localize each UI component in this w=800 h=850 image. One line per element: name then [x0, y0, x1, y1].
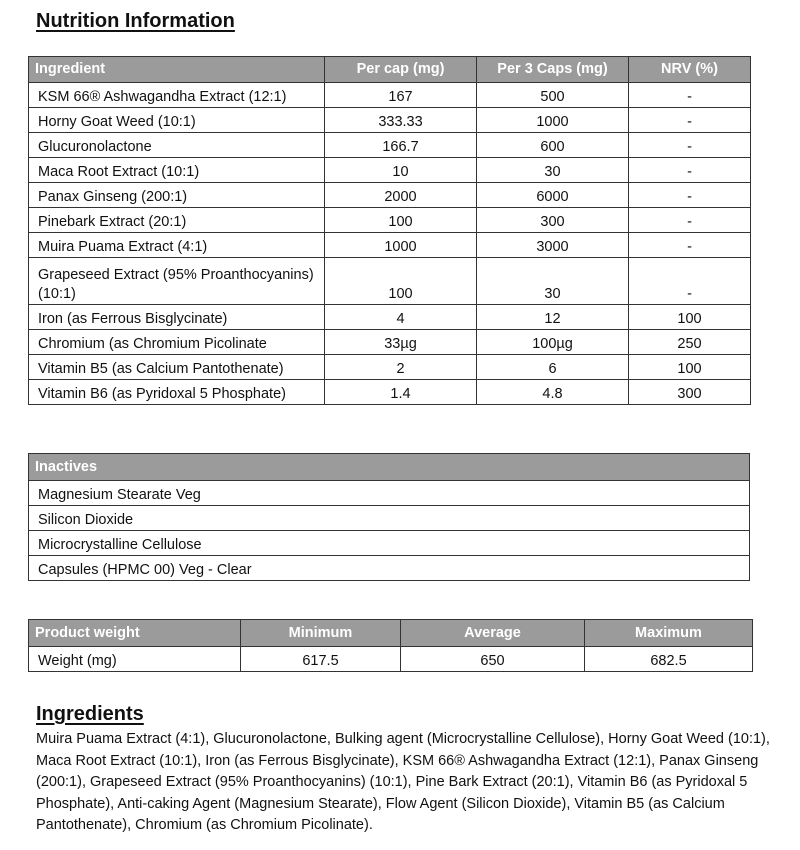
table-row — [29, 233, 751, 258]
nutrition-header-row — [29, 57, 751, 83]
ingredient-name: Iron (as Ferrous Bisglycinate) — [29, 305, 325, 330]
per-3-caps-value: 30 — [477, 158, 629, 183]
table-row — [29, 183, 751, 208]
per-3-caps-value: 300 — [477, 208, 629, 233]
ingredient-name: Maca Root Extract (10:1) — [29, 158, 325, 183]
nrv-value: 100 — [629, 305, 751, 330]
weight-minimum: 617.5 — [241, 647, 401, 672]
per-3-caps-value: 12 — [477, 305, 629, 330]
per-cap-value: 33µg — [325, 330, 477, 355]
ingredient-name: Glucuronolactone — [29, 133, 325, 158]
nutrition-table — [28, 56, 751, 405]
nrv-value: - — [629, 183, 751, 208]
nrv-value: 300 — [629, 380, 751, 405]
header-average: Average — [401, 620, 585, 647]
header-minimum: Minimum — [241, 620, 401, 647]
per-3-caps-value: 500 — [477, 83, 629, 108]
inactives-header-row — [29, 454, 750, 481]
per-3-caps-value: 6000 — [477, 183, 629, 208]
per-cap-value: 10 — [325, 158, 477, 183]
nrv-value: 100 — [629, 355, 751, 380]
nrv-value: - — [629, 133, 751, 158]
table-row — [29, 355, 751, 380]
header-inactives: Inactives — [29, 454, 750, 481]
per-cap-value: 1.4 — [325, 380, 477, 405]
per-3-caps-value: 1000 — [477, 108, 629, 133]
per-cap-value: 2 — [325, 355, 477, 380]
per-cap-value: 166.7 — [325, 133, 477, 158]
weight-label: Weight (mg) — [29, 647, 241, 672]
table-row — [29, 380, 751, 405]
ingredients-text: Muira Puama Extract (4:1), Glucuronolactone, Bulking agent (Microcrystalline Cellulose), Horny Goat Weed (10:1), Maca Root Extract (10:1), Iron (as Ferrous Bisglycinate), KSM 66® Ashwagandha Extract (12:1), Panax Ginseng (200:1), Grapeseed Extract (95% Proanthocyanins) (10:1), Pine Bark Extract (20:1), Vitamin B6 (as Pyridoxal 5 Phosphate), Anti-caking Agent (Magnesium Stearate), Flow Agent (Silicon Dioxide), Vitamin B5 (as Calcium Pantothenate), Chromium (as Chromium Picolinate). — [36, 731, 770, 833]
inactive-item: Microcrystalline Cellulose — [29, 531, 750, 556]
per-cap-value: 167 — [325, 83, 477, 108]
nrv-value: - — [629, 233, 751, 258]
per-3-caps-value: 6 — [477, 355, 629, 380]
nrv-value: - — [629, 208, 751, 233]
per-3-caps-value: 30 — [477, 258, 629, 305]
ingredient-name: Pinebark Extract (20:1) — [29, 208, 325, 233]
ingredient-name: Panax Ginseng (200:1) — [29, 183, 325, 208]
inactive-item: Silicon Dioxide — [29, 506, 750, 531]
per-3-caps-value: 600 — [477, 133, 629, 158]
table-row — [29, 481, 750, 506]
table-row — [29, 133, 751, 158]
table-row — [29, 531, 750, 556]
header-product-weight: Product weight — [29, 620, 241, 647]
table-row — [29, 258, 751, 305]
ingredient-name: Horny Goat Weed (10:1) — [29, 108, 325, 133]
ingredient-name: Vitamin B6 (as Pyridoxal 5 Phosphate) — [29, 380, 325, 405]
header-maximum: Maximum — [585, 620, 753, 647]
table-row — [29, 556, 750, 581]
ingredient-name: Chromium (as Chromium Picolinate — [29, 330, 325, 355]
nrv-value: - — [629, 83, 751, 108]
table-row — [29, 647, 753, 672]
per-3-caps-value: 3000 — [477, 233, 629, 258]
weight-maximum: 682.5 — [585, 647, 753, 672]
ingredients-title: Ingredients — [36, 703, 144, 725]
weight-average: 650 — [401, 647, 585, 672]
nutrition-information-title: Nutrition Information — [36, 10, 235, 32]
weight-header-row — [29, 620, 753, 647]
header-nrv: NRV (%) — [629, 57, 751, 83]
product-weight-table — [28, 619, 753, 672]
header-ingredient: Ingredient — [29, 57, 325, 83]
inactives-table — [28, 453, 750, 581]
per-3-caps-value: 4.8 — [477, 380, 629, 405]
table-row — [29, 108, 751, 133]
per-cap-value: 4 — [325, 305, 477, 330]
per-cap-value: 2000 — [325, 183, 477, 208]
table-row — [29, 305, 751, 330]
ingredient-name: KSM 66® Ashwagandha Extract (12:1) — [29, 83, 325, 108]
inactive-item: Magnesium Stearate Veg — [29, 481, 750, 506]
header-per-3-caps: Per 3 Caps (mg) — [477, 57, 629, 83]
per-cap-value: 1000 — [325, 233, 477, 258]
ingredient-name: Vitamin B5 (as Calcium Pantothenate) — [29, 355, 325, 380]
table-row — [29, 506, 750, 531]
table-row — [29, 158, 751, 183]
ingredient-name: Grapeseed Extract (95% Proanthocyanins) (10:1) — [29, 258, 325, 305]
inactive-item: Capsules (HPMC 00) Veg - Clear — [29, 556, 750, 581]
header-per-cap: Per cap (mg) — [325, 57, 477, 83]
nrv-value: - — [629, 258, 751, 305]
nrv-value: - — [629, 108, 751, 133]
nrv-value: 250 — [629, 330, 751, 355]
table-row — [29, 83, 751, 108]
table-row — [29, 330, 751, 355]
per-cap-value: 100 — [325, 208, 477, 233]
table-row — [29, 208, 751, 233]
per-3-caps-value: 100µg — [477, 330, 629, 355]
per-cap-value: 100 — [325, 258, 477, 305]
ingredient-name: Muira Puama Extract (4:1) — [29, 233, 325, 258]
nrv-value: - — [629, 158, 751, 183]
per-cap-value: 333.33 — [325, 108, 477, 133]
